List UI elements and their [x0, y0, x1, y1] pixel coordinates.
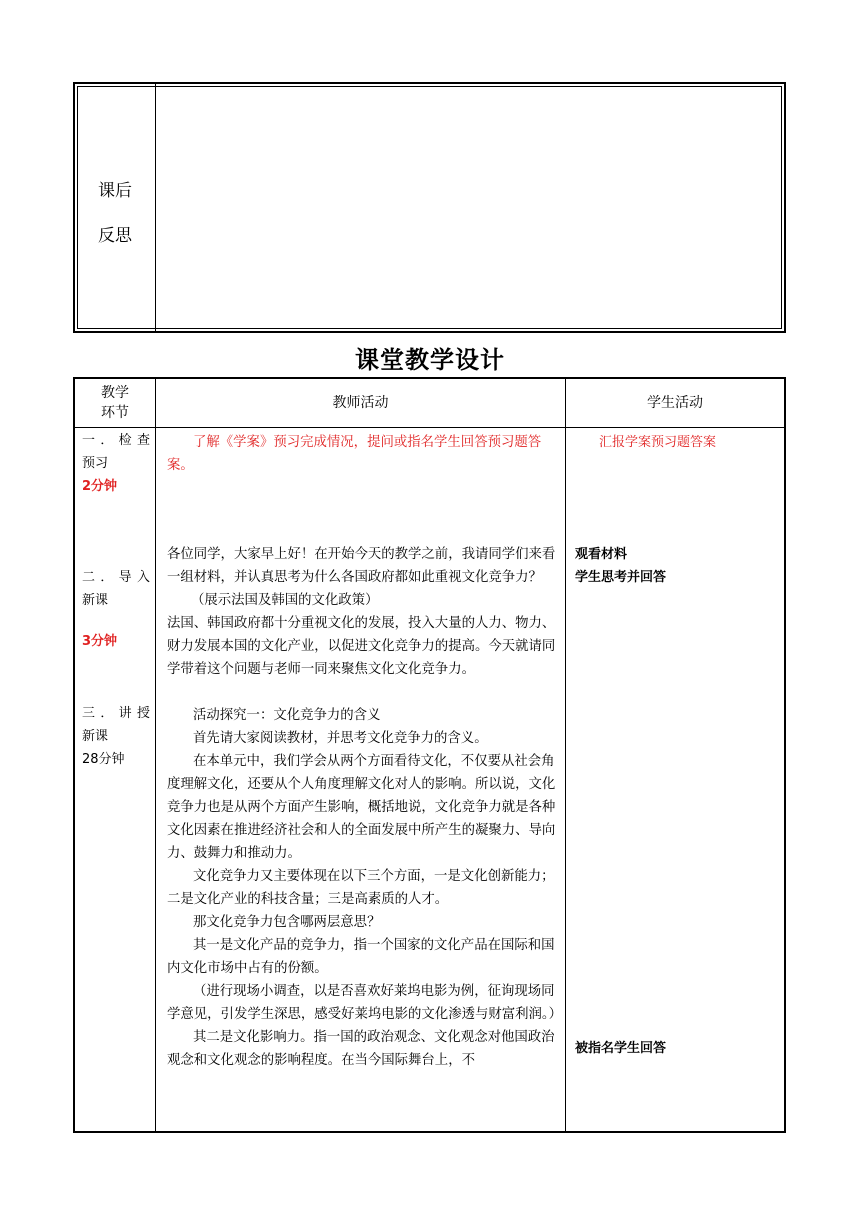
- teacher-main-block: [167, 543, 563, 1072]
- student-activity-3: 学生思考并回答: [575, 570, 667, 585]
- student-preview-block: [575, 431, 781, 454]
- stage-introduce: [82, 566, 150, 653]
- teacher-paragraph-12: 其二是文化影响力。指一国的政治观念、文化观念对他国政治观念和文化观念的影响程度。在当今国际舞台上，不: [167, 1030, 555, 1068]
- column-divider-2: [565, 379, 566, 1131]
- teacher-paragraph-10: 其一是文化产品的竞争力，指一个国家的文化产品在国际和国内文化市场中占有的份额。: [167, 938, 555, 976]
- header-teacher: 教师活动: [332, 395, 389, 411]
- stage-teach: [82, 702, 150, 771]
- stage-check-preview: [82, 429, 150, 498]
- reflection-label-line1: 课后: [98, 181, 132, 201]
- student-activity-1: 汇报学案预习题答案: [599, 435, 717, 450]
- teacher-paragraph-3: （展示法国及韩国的文化政策）: [191, 593, 379, 608]
- student-answer-block: [575, 1037, 781, 1060]
- header-divider: [75, 427, 784, 428]
- reflection-divider: [155, 84, 156, 331]
- stage-1-time: 2分钟: [82, 479, 118, 494]
- reflection-label-line2: 反思: [98, 226, 132, 246]
- student-activity-4: 被指名学生回答: [575, 1041, 667, 1056]
- student-activity-2: 观看材料: [575, 547, 628, 562]
- teacher-paragraph-6: 首先请大家阅读教材，并思考文化竞争力的含义。: [193, 731, 488, 746]
- teacher-paragraph-8: 文化竞争力又主要体现在以下三个方面，一是文化创新能力；二是文化产业的科技含量；三是高素质的人才。: [167, 869, 555, 907]
- teacher-paragraph-2: 各位同学，大家早上好！在开始今天的教学之前，我请同学们来看一组材料，并认真思考为什么各国政府都如此重视文化竞争力？: [167, 547, 556, 585]
- teacher-paragraph-9: 那文化竞争力包含哪两层意思？: [193, 915, 381, 930]
- stage-1-line2: 预习: [82, 456, 109, 471]
- header-stage-line1: 教学: [101, 385, 129, 401]
- header-stage-line2: 环节: [101, 405, 129, 421]
- lesson-design-table: [73, 377, 786, 1133]
- header-student: 学生活动: [647, 395, 703, 411]
- stage-3-time: 28分钟: [82, 752, 125, 767]
- reflection-inner-border: [77, 86, 782, 329]
- stage-2-line2: 新课: [82, 593, 109, 608]
- teacher-paragraph-7: 在本单元中，我们学会从两个方面看待文化，不仅要从社会角度理解文化，还要从个人角度理解文化对人的影响。所以说，文化竞争力也是从两个方面产生影响，概括地说，文化竞争力就是各种文化因素在推进经济社会和人的全面发展中所产生的凝聚力、导向力、鼓舞力和推动力。: [167, 754, 556, 861]
- stage-2-line1: 二．导入: [82, 570, 150, 585]
- teacher-paragraph-5: 活动探究一：文化竞争力的含义: [193, 708, 381, 723]
- student-intro-block: [575, 543, 781, 589]
- teacher-paragraph-11: （进行现场小调查，以是否喜欢好莱坞电影为例，征询现场同学意见，引发学生深思，感受好莱坞电影的文化渗透与财富利润。）: [167, 984, 563, 1022]
- column-divider-1: [155, 379, 156, 1131]
- stage-3-line2: 新课: [82, 729, 109, 744]
- teacher-preview-block: [167, 431, 563, 477]
- stage-2-time: 3分钟: [82, 634, 118, 649]
- stage-1-line1: 一．检查: [82, 433, 150, 448]
- header-stage: [75, 379, 155, 427]
- teacher-paragraph-1: 了解《学案》预习完成情况，提问或指名学生回答预习题答案。: [167, 435, 542, 473]
- page-title: 课堂教学设计: [355, 346, 505, 374]
- teacher-paragraph-4: 法国、韩国政府都十分重视文化的发展，投入大量的人力、物力、财力发展本国的文化产业，以促进文化竞争力的提高。今天就请同学带着这个问题与老师一同来聚焦文化文化竞争力。: [167, 616, 556, 677]
- stage-3-line1: 三．讲授: [82, 706, 150, 721]
- reflection-table: [73, 82, 786, 333]
